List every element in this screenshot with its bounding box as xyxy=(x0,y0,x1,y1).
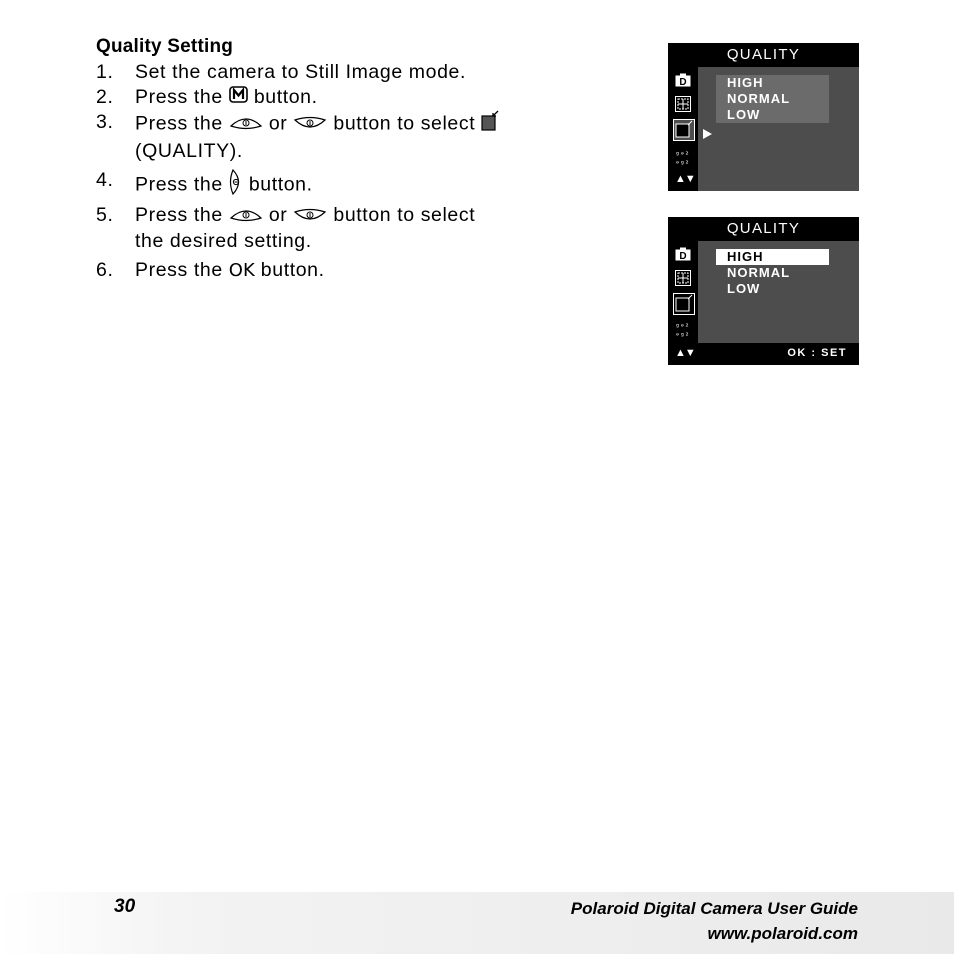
step-text-part: Press the xyxy=(135,174,229,196)
option-high[interactable]: HIGH xyxy=(727,75,764,90)
step-text-part: Press the xyxy=(135,204,229,227)
size-icon xyxy=(675,270,691,291)
step-text xyxy=(135,60,566,85)
quality-icon xyxy=(673,293,695,320)
pointer-arrow-icon xyxy=(703,126,712,144)
option-low[interactable]: LOW xyxy=(727,107,761,122)
step-text xyxy=(135,85,566,110)
step-number: 2. xyxy=(96,86,114,108)
step-text-part: button to select xyxy=(327,113,482,135)
step-text xyxy=(135,258,566,283)
svg-text:D: D xyxy=(679,251,687,261)
right-button-icon xyxy=(229,168,243,203)
step-text-part: or xyxy=(262,204,294,227)
step-text-part: (QUALITY). xyxy=(135,140,243,163)
option-high-selected[interactable]: HIGH xyxy=(716,249,829,265)
page-number: 30 xyxy=(114,896,136,917)
camera-d-icon xyxy=(675,73,691,92)
step-5 xyxy=(96,203,566,253)
step-number: 3. xyxy=(96,111,114,134)
step-text-part: or xyxy=(262,113,294,135)
up-down-arrows: ▲▼ xyxy=(675,347,695,359)
screen-title: QUALITY xyxy=(668,217,859,241)
svg-text:ᵍᵊ²: ᵍᵊ² xyxy=(675,150,690,159)
screen-footer-bar xyxy=(668,343,859,365)
option-normal[interactable]: NORMAL xyxy=(727,91,791,106)
step-4 xyxy=(96,168,566,203)
screen-title: QUALITY xyxy=(668,43,859,67)
up-down-arrows: ▲▼ xyxy=(675,173,695,185)
size-icon xyxy=(675,96,691,117)
website-url: www.polaroid.com xyxy=(707,924,858,943)
step-number: 6. xyxy=(96,258,114,281)
guide-title: Polaroid Digital Camera User Guide xyxy=(570,899,858,918)
step-text-part: Press the xyxy=(135,86,229,108)
step-text xyxy=(135,110,566,164)
lcd-screen-quality-select xyxy=(668,217,859,365)
option-normal[interactable]: NORMAL xyxy=(727,265,791,280)
menu-sidebar xyxy=(668,67,698,191)
step-3 xyxy=(96,110,566,164)
svg-text:ᵊᵍ²: ᵊᵍ² xyxy=(675,159,690,168)
step-text-part: button to select xyxy=(327,204,476,227)
settings-icon xyxy=(675,149,691,174)
step-text-part: button. xyxy=(247,86,318,108)
step-1 xyxy=(96,60,566,85)
step-text xyxy=(135,168,566,203)
down-button-icon xyxy=(293,112,327,137)
step-text-part: button. xyxy=(254,258,325,281)
step-text-part: the desired setting. xyxy=(135,229,312,252)
svg-text:ᵍᵊ²: ᵍᵊ² xyxy=(675,322,690,331)
up-button-icon xyxy=(229,204,263,229)
lcd-screen-quality-menu xyxy=(668,43,859,191)
quality-option-list xyxy=(716,75,829,123)
step-text-part: Press the xyxy=(135,113,229,135)
step-6 xyxy=(96,258,566,283)
step-2 xyxy=(96,85,566,110)
quality-icon xyxy=(481,110,499,139)
ok-button-label: OK xyxy=(228,259,255,281)
menu-sidebar xyxy=(668,241,698,343)
svg-text:D: D xyxy=(679,77,687,87)
quality-option-list xyxy=(716,249,829,297)
step-text xyxy=(135,203,566,253)
svg-text:ᵊᵍ²: ᵊᵍ² xyxy=(675,331,690,340)
step-text-part: button. xyxy=(242,174,313,196)
step-text-part: Set the camera to Still Image mode. xyxy=(135,61,466,83)
up-button-icon xyxy=(229,112,263,137)
step-text-part: Press the xyxy=(135,258,229,281)
step-number: 4. xyxy=(96,169,114,192)
instructions xyxy=(96,36,566,283)
down-button-icon xyxy=(293,204,327,229)
menu-button-icon xyxy=(229,85,248,110)
quality-icon xyxy=(673,119,695,146)
option-low[interactable]: LOW xyxy=(727,281,761,296)
section-title: Quality Setting xyxy=(96,36,234,57)
ok-set-hint: OK : SET xyxy=(787,347,847,359)
step-number: 5. xyxy=(96,204,114,227)
camera-d-icon xyxy=(675,247,691,266)
step-number: 1. xyxy=(96,61,114,83)
